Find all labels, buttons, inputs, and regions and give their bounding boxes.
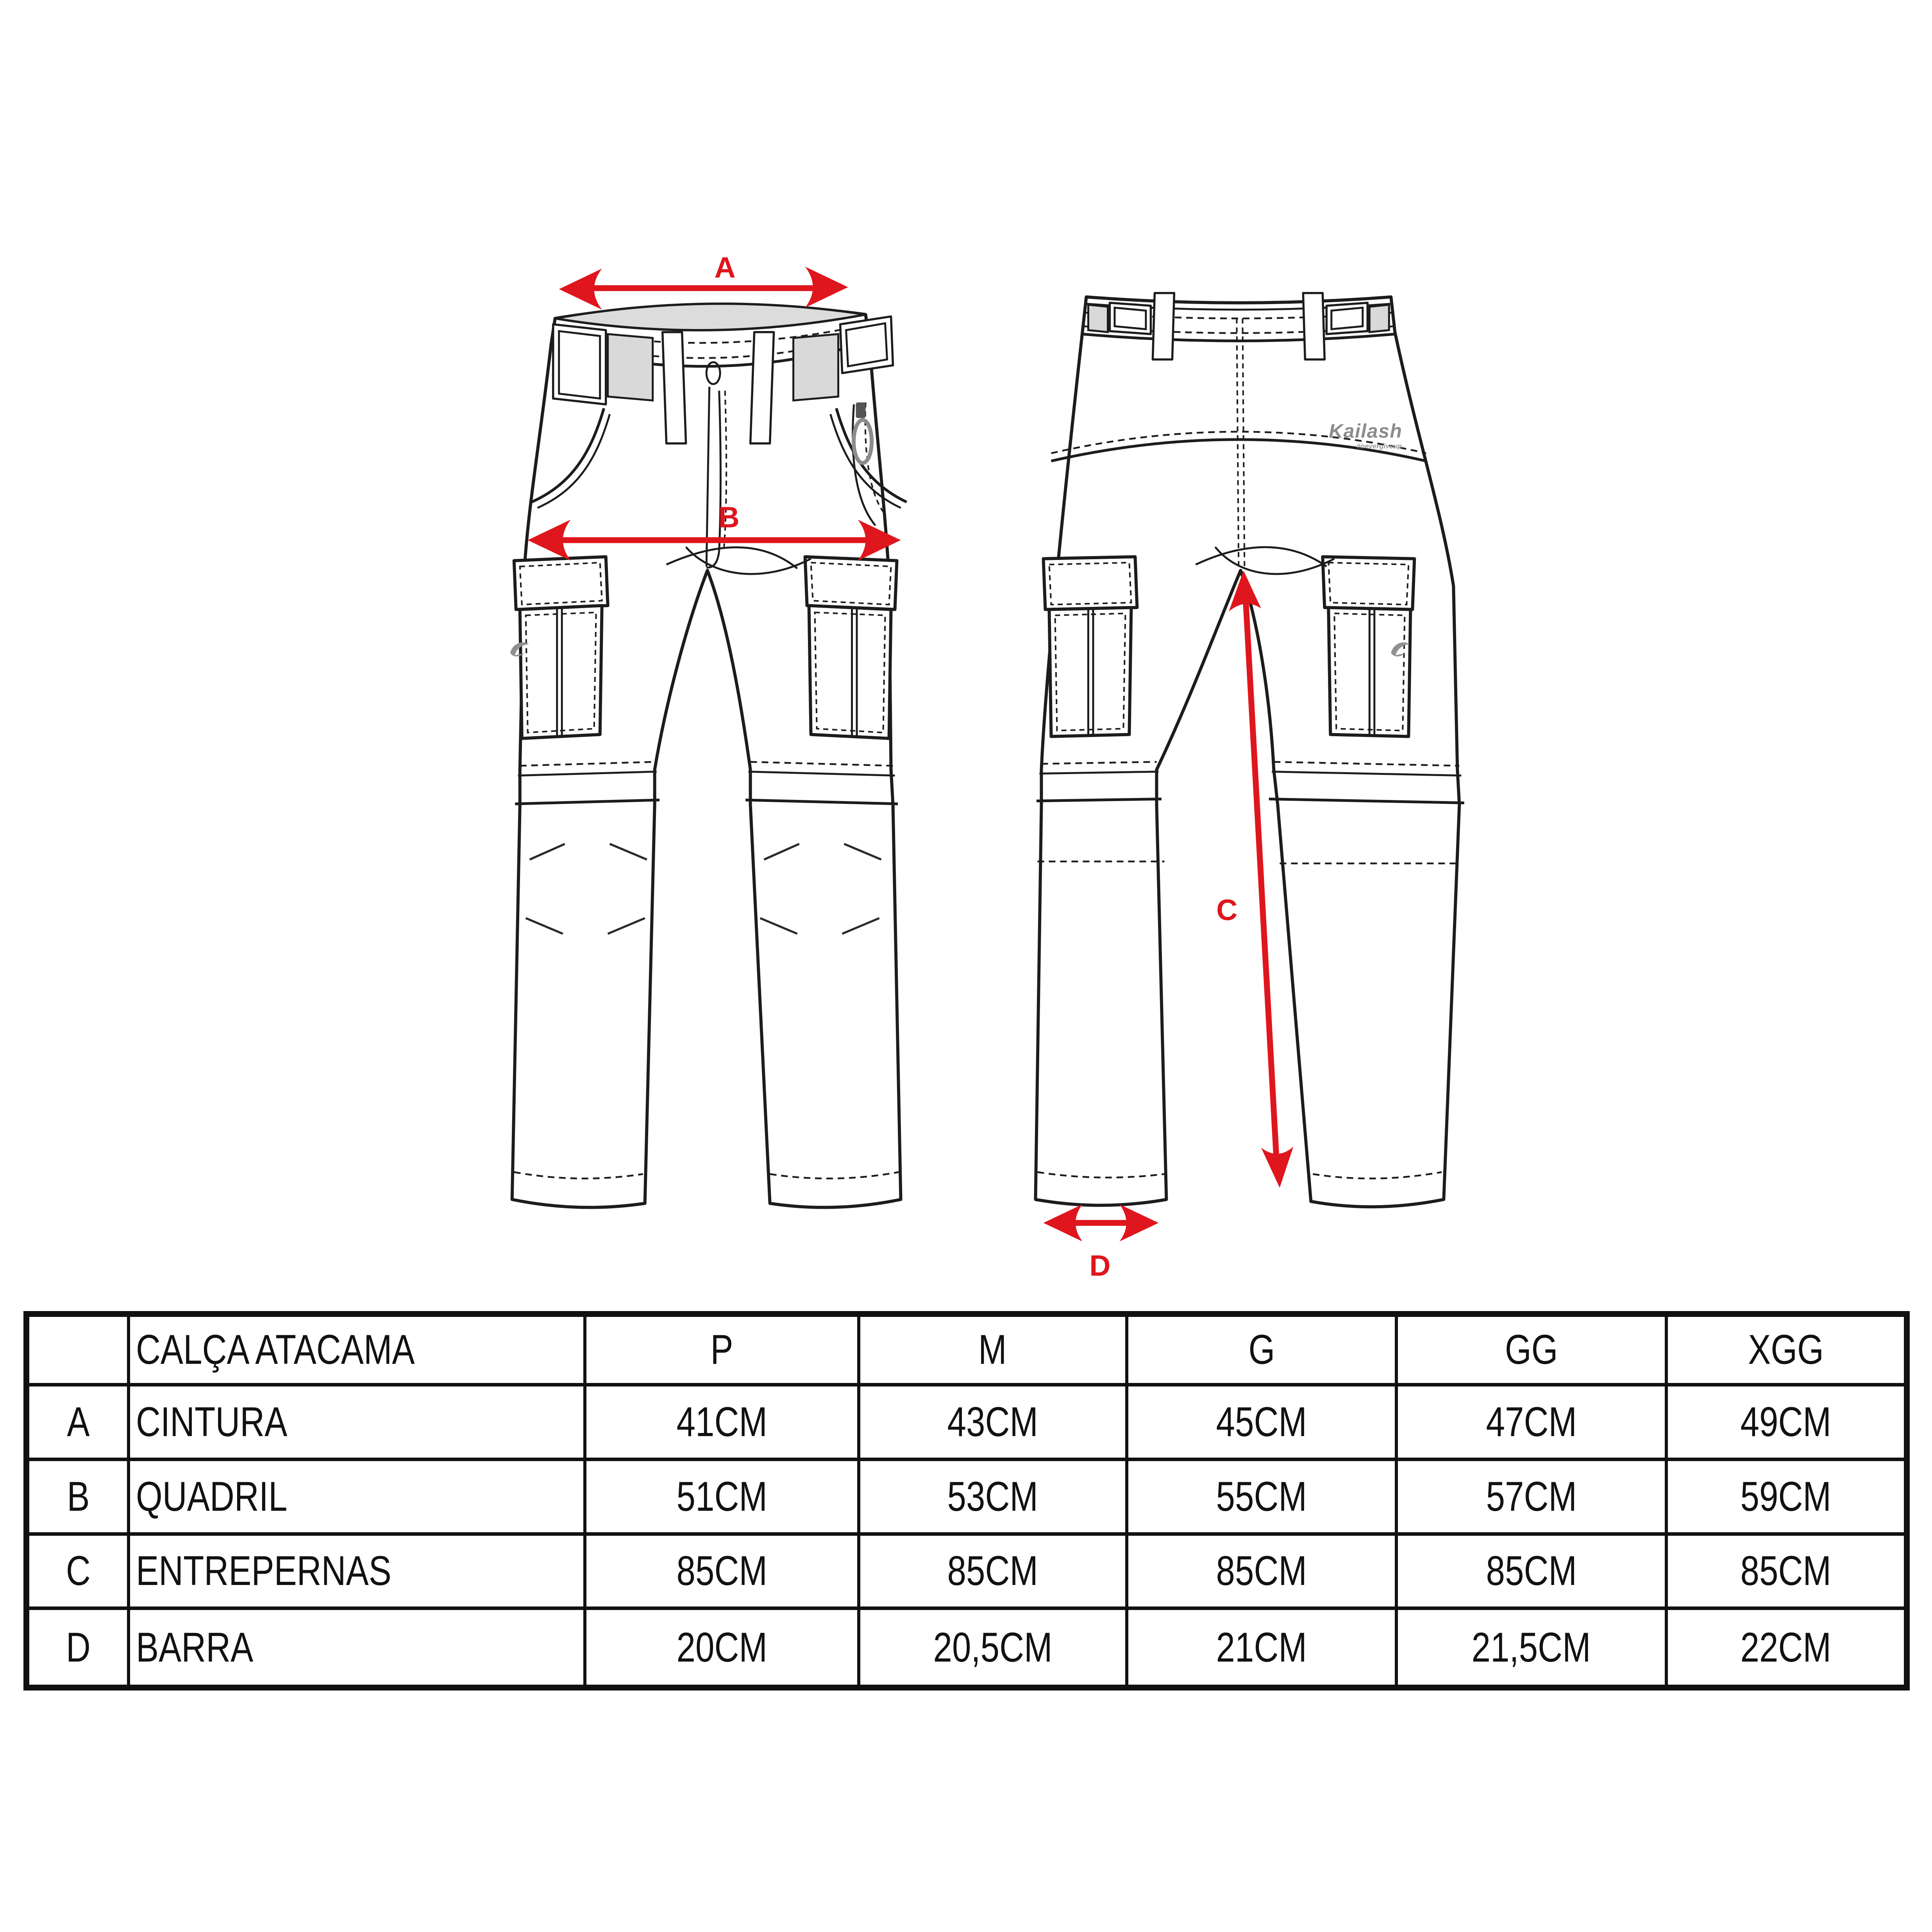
cargo-pocket-body-right <box>809 606 891 739</box>
zipper-slider <box>856 402 865 418</box>
belt-loop <box>1303 293 1324 360</box>
measure-value: 59CM <box>1668 1461 1904 1536</box>
table-corner-cell <box>29 1317 130 1387</box>
measure-label-c: C <box>1216 893 1237 927</box>
pants-back-view <box>1035 293 1464 1207</box>
measure-value: 85CM <box>1128 1536 1398 1610</box>
kailash-logo: Kailash <box>1328 420 1402 442</box>
table-size-header-g: G <box>1128 1317 1398 1387</box>
measure-value: 57CM <box>1398 1461 1667 1536</box>
belt-loop <box>1153 293 1174 360</box>
row-letter: C <box>29 1536 130 1610</box>
pants-front-view <box>510 304 906 1208</box>
belt-loop <box>662 332 686 444</box>
front-body-outline <box>512 305 901 1208</box>
measure-value: 20CM <box>586 1610 860 1685</box>
row-measure-name: CINTURA <box>130 1386 586 1461</box>
measure-value: 85CM <box>1668 1536 1904 1610</box>
table-size-header-gg: GG <box>1398 1317 1667 1387</box>
measure-value: 49CM <box>1668 1386 1904 1461</box>
measure-value: 85CM <box>860 1536 1128 1610</box>
row-letter: B <box>29 1461 130 1536</box>
table-size-header-m: M <box>860 1317 1128 1387</box>
measure-value: 47CM <box>1398 1386 1667 1461</box>
measure-value: 55CM <box>1128 1461 1398 1536</box>
velcro-patch <box>1088 305 1108 332</box>
measure-value: 53CM <box>860 1461 1128 1536</box>
row-letter: D <box>29 1610 130 1685</box>
cargo-pocket-body-left-back <box>1049 608 1131 737</box>
measure-value: 43CM <box>860 1386 1128 1461</box>
row-measure-name: QUADRIL <box>130 1461 586 1536</box>
measure-value: 45CM <box>1128 1386 1398 1461</box>
table-size-header-p: P <box>586 1317 860 1387</box>
measure-value: 41CM <box>586 1386 860 1461</box>
row-letter: A <box>29 1386 130 1461</box>
table-product-header: CALÇA ATACAMA <box>130 1317 586 1387</box>
row-measure-name: ENTREPERNAS <box>130 1536 586 1610</box>
velcro-patch <box>608 334 652 401</box>
measure-value: 21,5CM <box>1398 1610 1667 1685</box>
measure-value: 20,5CM <box>860 1610 1128 1685</box>
kailash-tagline: #nevergiveup <box>1356 442 1402 450</box>
table-size-header-xgg: XGG <box>1668 1317 1904 1387</box>
measure-value: 85CM <box>1398 1536 1667 1610</box>
measure-label-d: D <box>1089 1249 1111 1282</box>
measure-value: 85CM <box>586 1536 860 1610</box>
measure-value: 22CM <box>1740 1624 1832 1671</box>
measure-value: 21CM <box>1128 1610 1398 1685</box>
belt-loop <box>750 332 774 444</box>
measure-label-b: B <box>718 501 740 534</box>
cargo-pocket-flap-left-back <box>1043 557 1137 610</box>
row-measure-name: BARRA <box>130 1610 586 1685</box>
velcro-patch <box>793 334 838 401</box>
measure-value: 51CM <box>586 1461 860 1536</box>
velcro-patch <box>1369 305 1389 332</box>
measure-label-a: A <box>714 250 736 284</box>
size-table <box>23 1311 1910 1690</box>
